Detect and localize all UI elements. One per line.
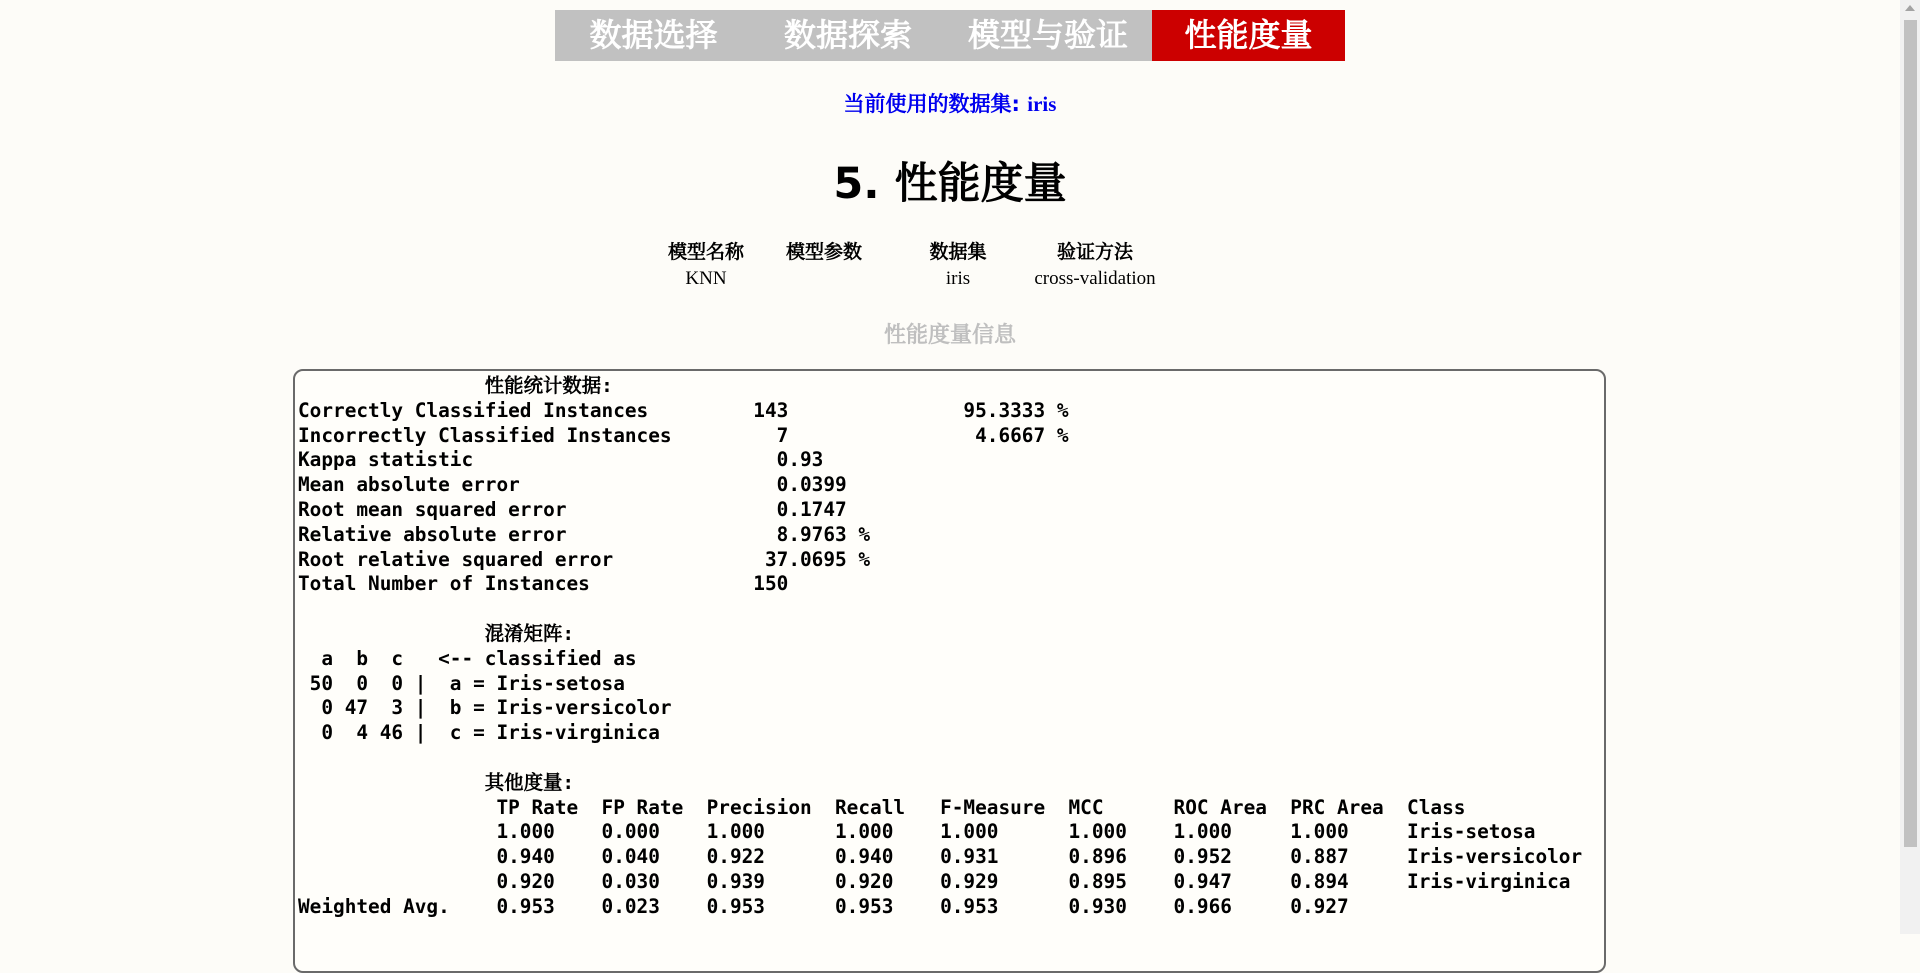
model-info-header-row xyxy=(655,235,1165,265)
header-model-name: 模型名称 xyxy=(667,240,744,263)
tab-data-exploration[interactable]: 数据探索 xyxy=(783,16,912,54)
page-title: 5. 性能度量 xyxy=(833,159,1067,209)
model-info-value-row xyxy=(655,265,1165,292)
tab-performance-metrics[interactable]: 性能度量 xyxy=(1152,10,1345,61)
value-validation-method: cross-validation xyxy=(1034,267,1156,289)
section-title: 性能度量信息 xyxy=(883,323,1016,348)
metrics-output-text: 性能统计数据: Correctly Classified Instances 143 95.3333 % Incorrectly Classified Instances 7 4.6667 % Kappa statistic 0.93 Mean absolute error 0.0399 Root mean squared error 0.1747 Relative absolute error 8.9763 % Root relative squared error 37.0695 % Total Number of Instances 150 混淆矩阵: a b c <-- classified as 50 0 0 | a = Iris-setosa 0 47 3 | b = Iris-versicolor 0 4 46 | c = Iris-virginica 其他度量: TP Rate FP Rate Precision Recall F-Measure MCC ROC Area PRC Area Class 1.000 0.000 1.000 1.000 1.000 1.000 1.000 1.000 Iris-setosa 0.940 0.040 0.922 0.940 0.931 0.896 0.952 0.887 Iris-versicolor 0.920 0.030 0.939 0.920 0.929 0.895 0.947 0.894 Iris-virginica Weighted Avg. 0.953 0.023 0.953 0.953 0.953 0.930 0.966 0.927 xyxy=(298,374,1583,918)
header-validation-method: 验证方法 xyxy=(1056,240,1133,263)
current-dataset-label: 当前使用的数据集: xyxy=(843,92,1020,116)
current-dataset-line xyxy=(0,88,1900,118)
value-model-params xyxy=(757,265,891,292)
scrollbar-thumb[interactable] xyxy=(1904,20,1917,847)
header-model-params: 模型参数 xyxy=(785,240,862,263)
tab-model-validation[interactable]: 模型与验证 xyxy=(967,16,1128,54)
tab-data-selection[interactable]: 数据选择 xyxy=(589,16,718,54)
model-info-table xyxy=(655,235,1165,292)
current-dataset-value: iris xyxy=(1027,92,1057,116)
value-dataset: iris xyxy=(945,267,971,289)
scroll-up-arrow-icon[interactable] xyxy=(1905,5,1915,11)
value-model-name: KNN xyxy=(685,267,727,289)
top-nav xyxy=(555,10,1345,61)
metrics-output-box[interactable] xyxy=(293,369,1606,973)
page-scrollbar[interactable] xyxy=(1900,0,1920,934)
header-dataset: 数据集 xyxy=(929,240,987,263)
